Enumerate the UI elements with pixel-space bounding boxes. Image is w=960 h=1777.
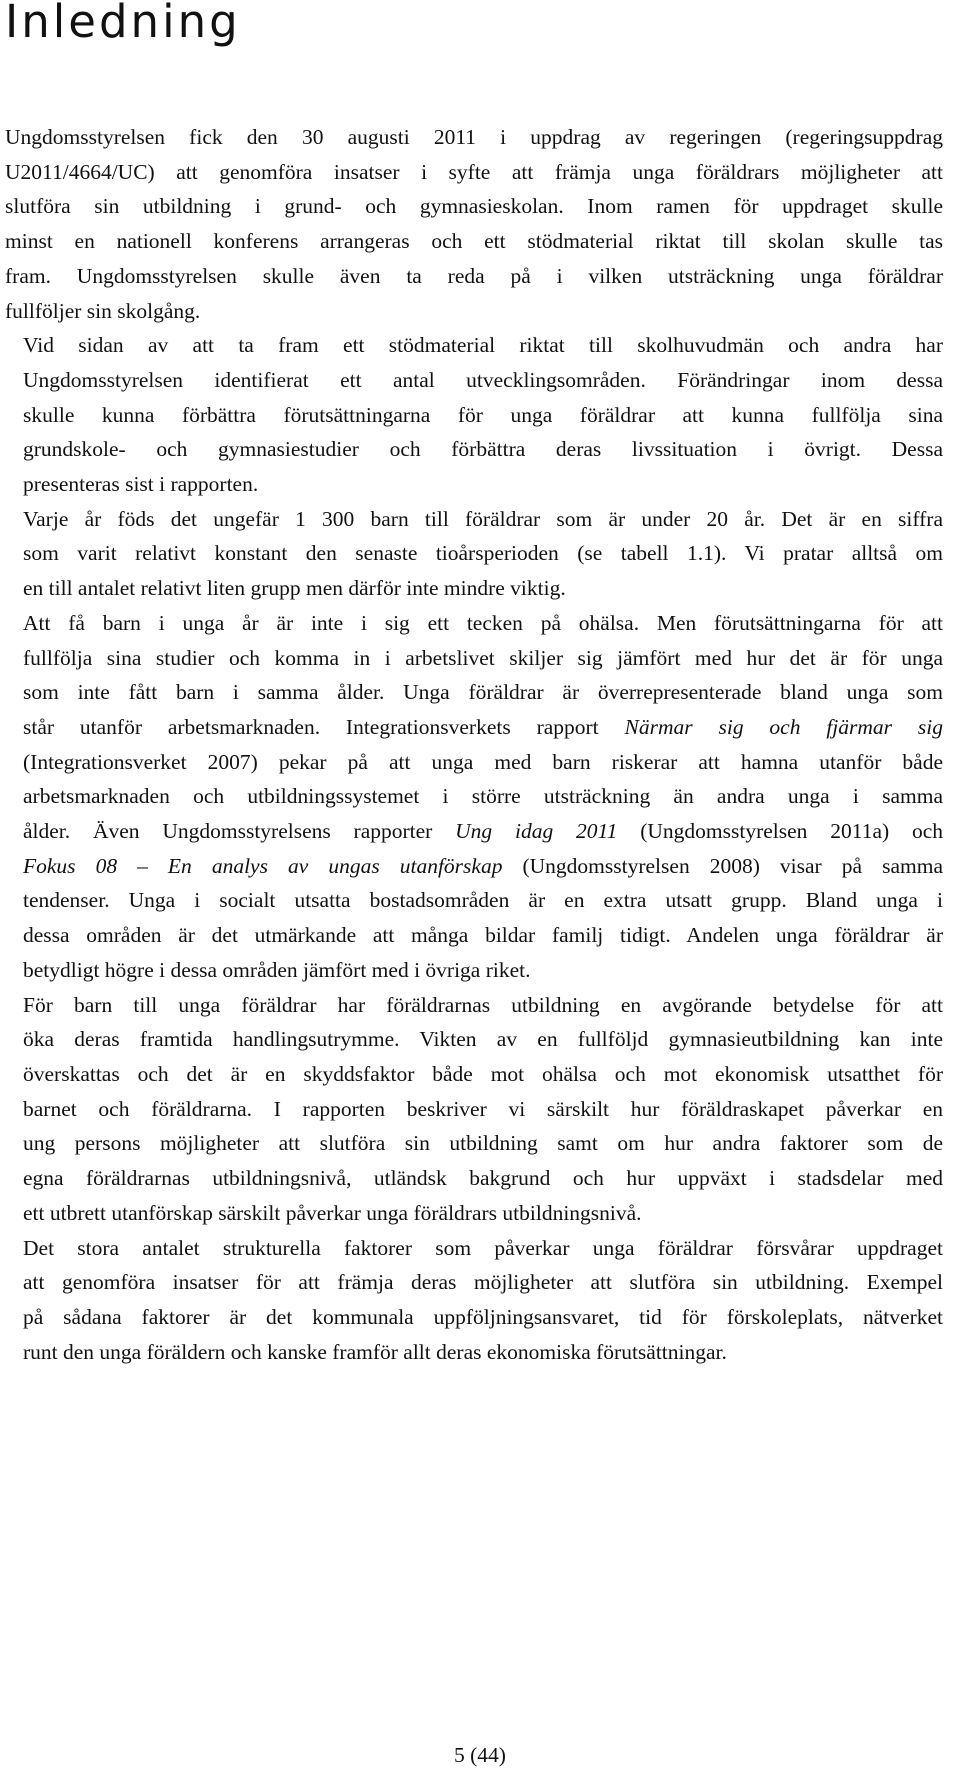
text-line [5, 1231, 943, 1266]
text-run: (Ungdomsstyrelsen 2008) visar på samma [502, 853, 943, 878]
text-line [5, 953, 943, 988]
text-line [5, 1092, 943, 1127]
text-line [5, 1126, 943, 1161]
text-run: ett utbrett utanförskap särskilt påverkar unga föräldrars utbildningsnivå. [23, 1200, 642, 1225]
text-line [5, 363, 943, 398]
text-run: egna föräldrarnas utbildningsnivå, utländsk bakgrund och hur uppväxt i stadsdelar med [23, 1166, 943, 1191]
chapter-heading: Inledning [5, 0, 241, 48]
text-run: skulle kunna förbättra förutsättningarna för unga föräldrar att kunna fullfölja sina [23, 402, 943, 427]
text-run: minst en nationell konferens arrangeras och ett stödmaterial riktat till skolan skulle tas [5, 229, 943, 254]
text-run: Varje år föds det ungefär 1 300 barn till föräldrar som är under 20 år. Det är en siffra [23, 506, 943, 531]
text-line [5, 536, 943, 571]
text-run: ung persons möjligheter att slutföra sin utbildning samt om hur andra faktorer som de [23, 1131, 943, 1156]
body-paragraph [5, 1231, 943, 1370]
text-line [5, 1335, 943, 1370]
text-run: grundskole- och gymnasiestudier och förbättra deras livssituation i övrigt. Dessa [23, 437, 943, 462]
text-line [5, 779, 943, 814]
text-run: fram. Ungdomsstyrelsen skulle även ta reda på i vilken utsträckning unga föräldrar [5, 263, 943, 288]
text-line [5, 1265, 943, 1300]
text-run: Ungdomsstyrelsen fick den 30 augusti 2011 i uppdrag av regeringen (regeringsuppdrag [5, 125, 943, 149]
text-run: Att få barn i unga år är inte i sig ett tecken på ohälsa. Men förutsättningarna för att [23, 610, 943, 635]
body-paragraph [5, 606, 943, 988]
text-line [5, 467, 943, 502]
text-run: fullföljer sin skolgång. [5, 298, 201, 323]
italic-title: Ung idag 2011 [455, 819, 618, 844]
text-run: Vid sidan av att ta fram ett stödmaterial riktat till skolhuvudmän och andra har [23, 333, 943, 358]
text-run: ålder. Även Ungdomsstyrelsens rapporter [23, 819, 456, 844]
text-line [5, 606, 943, 641]
italic-title: Fokus 08 – En analys av ungas utanförskap [23, 853, 503, 878]
text-line [5, 259, 943, 294]
text-run: presenteras sist i rapporten. [23, 472, 259, 497]
text-run: en till antalet relativt liten grupp men därför inte mindre viktig. [23, 576, 566, 601]
text-line [5, 502, 943, 537]
text-line [5, 120, 943, 155]
text-line [5, 1057, 943, 1092]
text-line [5, 883, 943, 918]
page-number: 5 (44) [454, 1743, 506, 1767]
text-line [5, 328, 943, 363]
text-run: Det stora antalet strukturella faktorer som påverkar unga föräldrar försvårar uppdraget [23, 1235, 943, 1260]
text-line [5, 1196, 943, 1231]
text-line [5, 710, 943, 745]
text-line [5, 432, 943, 467]
text-run: fullfölja sina studier och komma in i arbetslivet skiljer sig jämfört med hur det är för unga [23, 645, 943, 670]
text-line [5, 294, 943, 329]
text-run: runt den unga föräldern och kanske framför allt deras ekonomiska förutsättningar. [23, 1339, 727, 1364]
text-line [5, 189, 943, 224]
text-run: på sådana faktorer är det kommunala uppföljningsansvaret, tid för förskoleplats, nätverket [23, 1304, 943, 1329]
text-run: Ungdomsstyrelsen identifierat ett antal utvecklingsområden. Förändringar inom dessa [23, 367, 943, 392]
text-run: att genomföra insatser för att främja deras möjligheter att slutföra sin utbildning. Exempel [23, 1270, 943, 1295]
text-run: som varit relativt konstant den senaste tioårsperioden (se tabell 1.1). Vi pratar alltså om [23, 541, 943, 566]
text-line [5, 849, 943, 884]
text-line [5, 675, 943, 710]
text-line [5, 745, 943, 780]
text-run: arbetsmarknaden och utbildningssystemet i större utsträckning än andra unga i samma [23, 784, 943, 809]
text-run: står utanför arbetsmarknaden. Integrationsverkets rapport [23, 714, 625, 739]
text-run: öka deras framtida handlingsutrymme. Vikten av en fullföljd gymnasieutbildning kan inte [23, 1027, 943, 1052]
text-run: barnet och föräldrarna. I rapporten beskriver vi särskilt hur föräldraskapet påverkar en [23, 1096, 943, 1121]
body-text [5, 120, 943, 1369]
text-run: betydligt högre i dessa områden jämfört med i övriga riket. [23, 957, 531, 982]
text-run: tendenser. Unga i socialt utsatta bostadsområden är en extra utsatt grupp. Bland unga i [23, 888, 943, 913]
text-line [5, 988, 943, 1023]
text-run: överskattas och det är en skyddsfaktor både mot ohälsa och mot ekonomisk utsatthet för [23, 1061, 943, 1086]
text-run: (Ungdomsstyrelsen 2011a) och [617, 819, 943, 844]
text-line [5, 918, 943, 953]
text-line [5, 224, 943, 259]
text-run: som inte fått barn i samma ålder. Unga föräldrar är överrepresenterade bland unga som [23, 680, 943, 705]
text-run: dessa områden är det utmärkande att många bildar familj tidigt. Andelen unga föräldrar är [23, 923, 943, 948]
text-line [5, 1300, 943, 1335]
italic-title: Närmar sig och fjärmar sig [624, 714, 943, 739]
text-run: U2011/4664/UC) att genomföra insatser i syfte att främja unga föräldrars möjligheter att [5, 159, 943, 184]
body-paragraph [5, 502, 943, 606]
text-line [5, 814, 943, 849]
text-line [5, 641, 943, 676]
text-line [5, 398, 943, 433]
text-line [5, 571, 943, 606]
text-line [5, 1161, 943, 1196]
text-run: (Integrationsverket 2007) pekar på att unga med barn riskerar att hamna utanför både [23, 749, 943, 774]
body-paragraph [5, 988, 943, 1231]
text-run: slutföra sin utbildning i grund- och gymnasieskolan. Inom ramen för uppdraget skulle [5, 194, 943, 219]
body-paragraph [5, 328, 943, 502]
body-paragraph [5, 120, 943, 328]
text-run: För barn till unga föräldrar har föräldrarnas utbildning en avgörande betydelse för att [23, 992, 943, 1017]
text-line [5, 1022, 943, 1057]
text-line [5, 155, 943, 190]
